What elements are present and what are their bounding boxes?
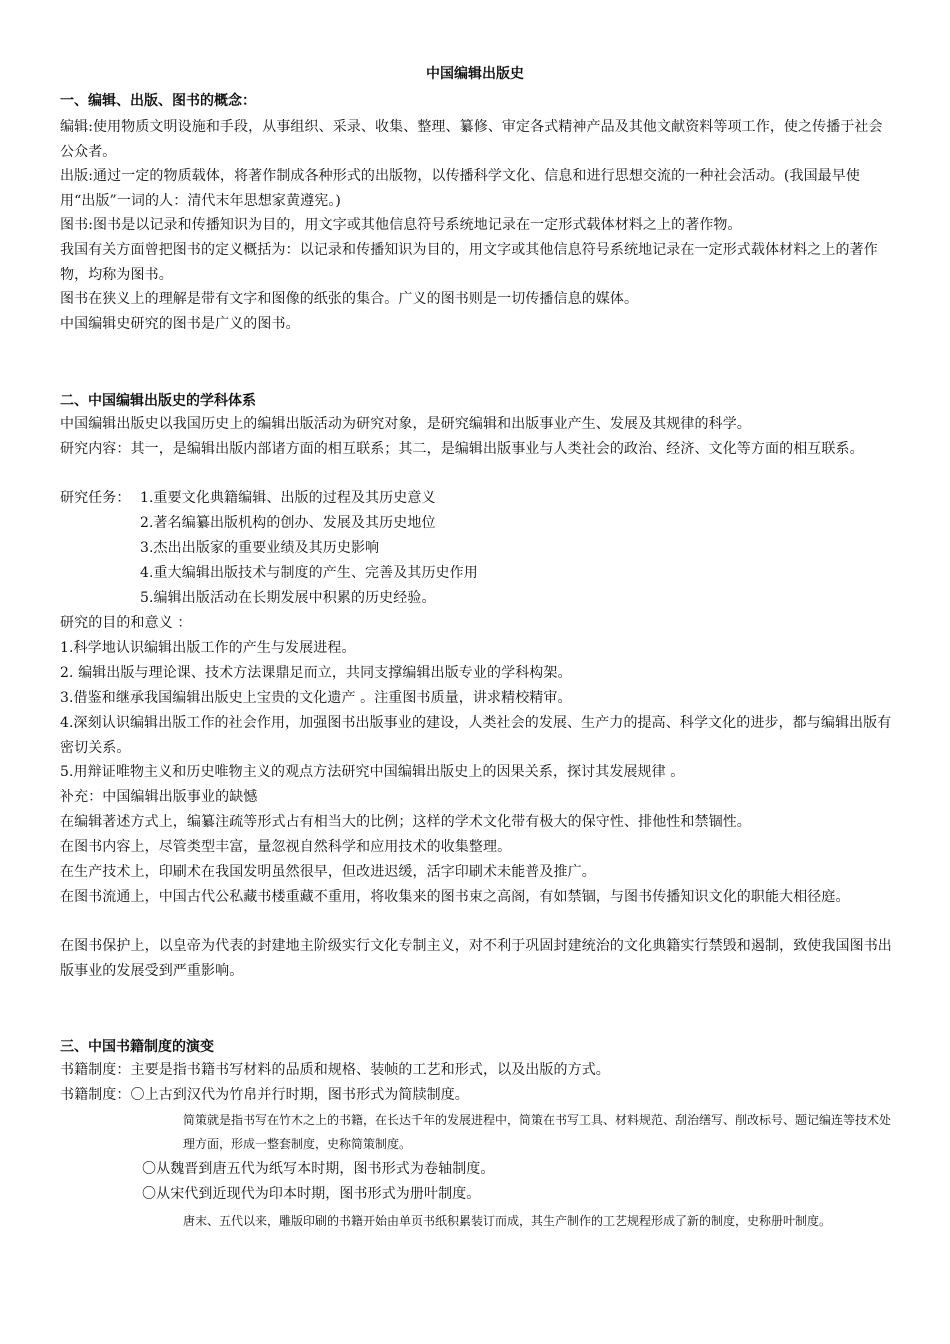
list-item: 3.借鉴和继承我国编辑出版史上宝贵的文化遗产 。注重图书质量，讲求精校精审。 — [60, 690, 572, 706]
list-item: 3.杰出出版家的重要业绩及其历史影响 — [140, 540, 380, 556]
list-item: 5.用辩证唯物主义和历史唯物主义的观点方法研究中国编辑出版史上的因果关系，探讨其发展规律 。 — [60, 764, 685, 780]
paragraph-book-definition: 图书:图书是以记录和传播知识为目的，用文字或其他信息符号系统地记录在一定形式载体材料之上的著作物。 — [60, 217, 742, 233]
book-system-line-bamboo: 书籍制度：〇上古到汉代为竹帛并行时期，图书形式为简牍制度。 — [60, 1087, 469, 1103]
paragraph-research-content: 研究内容：其一，是编辑出版内部诸方面的相互联系；其二，是编辑出版事业与人类社会的政治、经济、文化等方面的相互联系。 — [60, 441, 864, 457]
paragraph-editing-definition: 编辑:使用物质文明设施和手段，从事组织、采录、收集、整理、纂修、审定各式精神产品及其他文献资料等项工作，使之传播于社会公众者。 — [60, 119, 883, 160]
paragraph-book-official-definition: 我国有关方面曾把图书的定义概括为：以记录和传播知识为目的，用文字或其他信息符号系统地记录在一定形式载体材料之上的著作物，均称为图书。 — [60, 242, 878, 283]
book-system-line-printed: 〇从宋代到近现代为印本时期，图书形式为册叶制度。 — [142, 1186, 481, 1202]
note-bound-leaves: 唐末、五代以来，雕版印刷的书籍开始由单页书纸积累装订而成，其生产制作的工艺规程形成了新的制度，史称册叶制度。 — [183, 1214, 832, 1228]
supplement-label: 补充：中国编辑出版事业的缺憾 — [60, 789, 258, 805]
book-system-line-scroll: 〇从魏晋到唐五代为纸写本时期，图书形式为卷轴制度。 — [142, 1161, 495, 1177]
section-1-heading: 一、编辑、出版、图书的概念： — [60, 93, 256, 109]
section-2-heading: 二、中国编辑出版史的学科体系 — [60, 393, 256, 409]
document-title: 中国编辑出版史 — [426, 66, 524, 82]
list-item: 4.深刻认识编辑出版工作的社会作用，加强图书出版事业的建设，人类社会的发展、生产力的提高、科学文化的进步，都与编辑出版有密切关系。 — [60, 715, 892, 756]
list-item: 在图书流通上，中国古代公私藏书楼重藏不重用，将收集来的图书束之高阁，有如禁锢，与图书传播知识文化的职能大相径庭。 — [60, 889, 850, 905]
paragraph-book-system-definition: 书籍制度：主要是指书籍书写材料的品质和规格、装帧的工艺和形式，以及出版的方式。 — [60, 1062, 610, 1078]
list-item: 在图书内容上，尽管类型丰富，量忽视自然科学和应用技术的收集整理。 — [60, 839, 512, 855]
list-item: 5.编辑出版活动在长期发展中积累的历史经验。 — [140, 590, 436, 606]
list-item: 在编辑著述方式上，编纂注疏等形式占有相当大的比例；这样的学术文化带有极大的保守性、排他性和禁锢性。 — [60, 814, 751, 830]
note-bamboo-slips: 简策就是指书写在竹木之上的书籍，在长达千年的发展进程中，简策在书写工具、材料规范、刮治缮写、削改标号、题记编连等技术处理方面，形成一整套制度，史称简策制度。 — [183, 1113, 892, 1151]
list-item: 在图书保护上，以皇帝为代表的封建地主阶级实行文化专制主义，对不利于巩固封建统治的文化典籍实行禁毁和遏制，致使我国图书出版事业的发展受到严重影响。 — [60, 938, 892, 979]
list-item: 在生产技术上，印刷术在我国发明虽然很早，但改进迟缓，活字印刷术未能普及推广。 — [60, 864, 596, 880]
purpose-label: 研究的目的和意义 ： — [60, 615, 192, 631]
section-3-heading: 三、中国书籍制度的演变 — [60, 1039, 214, 1055]
paragraph-publishing-definition: 出版:通过一定的物质载体，将著作制成各种形式的出版物，以传播科学文化、信息和进行思想交流的一种社会活动。(我国最早使用“出版”一词的人：清代末年思想家黄遵宪。) — [60, 168, 860, 209]
list-item: 1.重要文化典籍编辑、出版的过程及其历史意义 — [140, 490, 436, 506]
list-item: 1.科学地认识编辑出版工作的产生与发展进程。 — [60, 640, 356, 656]
paragraph-discipline-object: 中国编辑出版史以我国历史上的编辑出版活动为研究对象，是研究编辑和出版事业产生、发展及其规律的科学。 — [60, 416, 751, 432]
paragraph-book-narrow-broad: 图书在狭义上的理解是带有文字和图像的纸张的集合。广义的图书则是一切传播信息的媒体。 — [60, 291, 639, 307]
research-tasks-label: 研究任务： — [60, 490, 131, 506]
list-item: 4.重大编辑出版技术与制度的产生、完善及其历史作用 — [140, 565, 478, 581]
paragraph-book-scope: 中国编辑史研究的图书是广义的图书。 — [60, 316, 300, 332]
list-item: 2. 编辑出版与理论课、技术方法课鼎足而立，共同支撑编辑出版专业的学科构架。 — [60, 665, 572, 681]
list-item: 2.著名编纂出版机构的创办、发展及其历史地位 — [140, 515, 436, 531]
